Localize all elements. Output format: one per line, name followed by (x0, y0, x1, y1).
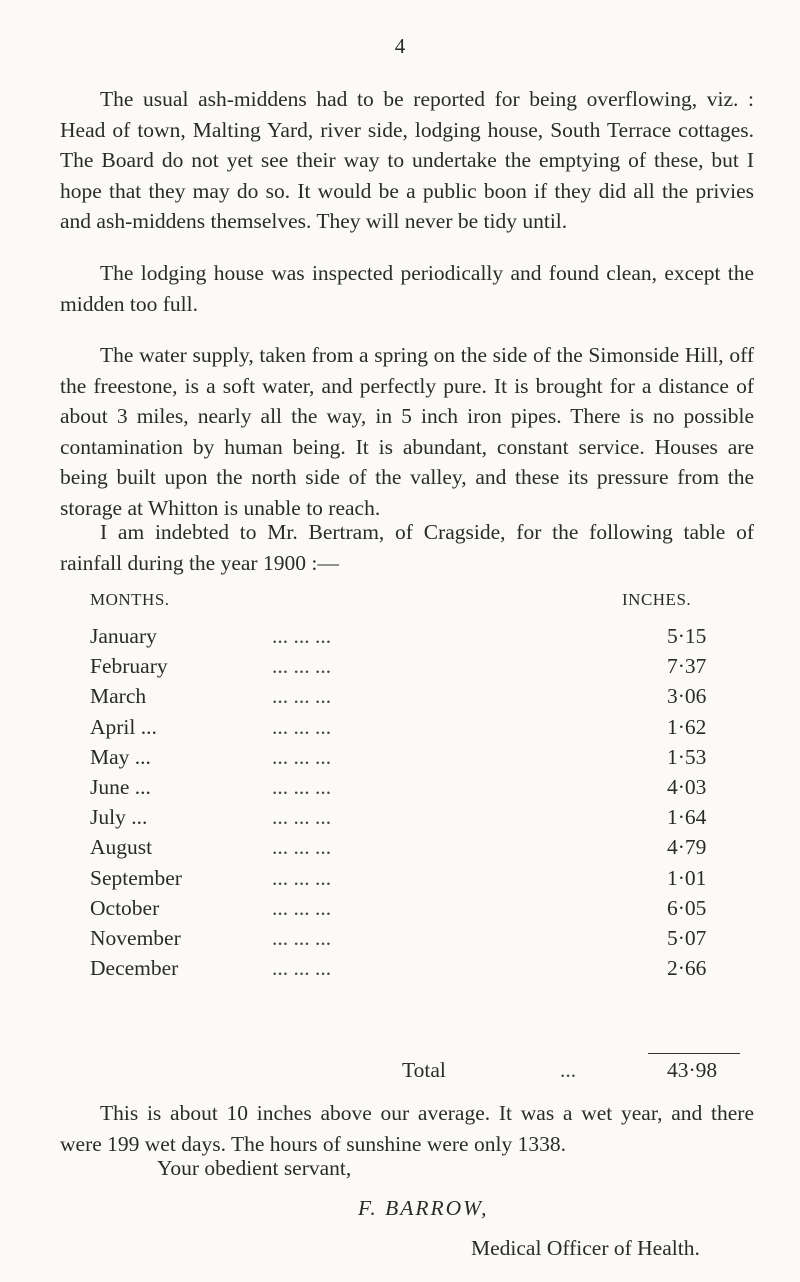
inches-cell: 5·07 (667, 925, 707, 950)
table-row (90, 651, 770, 681)
inches-cell: 1·53 (667, 744, 707, 769)
leader-dots: ... (560, 1058, 577, 1082)
month-cell: April ... (90, 714, 157, 739)
total-divider (648, 1053, 740, 1054)
month-cell: January (90, 624, 157, 648)
table-row (90, 712, 770, 742)
table-row (90, 802, 770, 832)
table-header-months: MONTHS. (90, 590, 170, 609)
inches-cell: 4·03 (667, 774, 707, 799)
table-row (90, 923, 770, 953)
inches-cell: 4·79 (667, 835, 707, 860)
rainfall-table (90, 621, 770, 983)
leader-dots: ... ... ... (272, 956, 332, 981)
leader-dots: ... ... ... (272, 865, 332, 890)
leader-dots: ... ... ... (272, 654, 332, 679)
month-cell: March (90, 684, 147, 709)
month-cell: December (90, 956, 179, 981)
leader-dots: ... ... ... (272, 774, 332, 799)
inches-cell: 1·64 (667, 805, 707, 830)
leader-dots: ... ... ... (272, 835, 332, 860)
page-number: 4 (394, 34, 406, 58)
inches-cell: 5·15 (667, 624, 707, 648)
table-header-inches: INCHES. (622, 590, 692, 609)
paragraph-water-supply: The water supply, taken from a spring on the side of the Simonside Hill, off the freestone, is a soft water, and perfectly pure. It is brought for a distance of about 3 miles, nearly all the way, in 5 inch iron pipes. There is no possible contamination by human being. It is abundant, constant service. Houses are being built upon the north side of the valley, and these its pressure from the storage at Whitton is unable to reach. (60, 343, 754, 520)
paragraph-lodging-house: The lodging house was inspected periodically and found clean, except the midden too full. (60, 261, 754, 316)
leader-dots: ... ... ... (272, 805, 332, 830)
month-cell: February (90, 654, 168, 679)
inches-cell: 7·37 (667, 654, 707, 679)
table-row (90, 621, 770, 651)
table-row (90, 832, 770, 862)
inches-cell: 1·62 (667, 714, 707, 739)
month-cell: June ... (90, 774, 151, 799)
inches-cell: 6·05 (667, 895, 707, 920)
leader-dots: ... ... ... (272, 895, 332, 920)
table-row (90, 893, 770, 923)
month-cell: July ... (90, 805, 148, 830)
paragraph-summary: This is about 10 inches above our average. It was a wet year, and there were 199 wet days. The hours of sunshine were only 1338. (60, 1101, 754, 1156)
inches-cell: 1·01 (667, 865, 707, 890)
leader-dots: ... ... ... (272, 624, 332, 648)
inches-cell: 3·06 (667, 684, 707, 709)
total-value: 43·98 (667, 1058, 718, 1082)
paragraph-ash-middens: The usual ash-middens had to be reported for being overflowing, viz. : Head of town, Malting Yard, river side, lodging house, South Terrace cottages. The Board do not yet see their way to undertake the emptying of these, but I hope that they may do so. It would be a public boon if they did all the privies and ash-middens themselves. They will never be tidy until. (60, 87, 754, 233)
table-row (90, 863, 770, 893)
leader-dots: ... ... ... (272, 684, 332, 709)
table-row (90, 953, 770, 983)
month-cell: October (90, 895, 160, 920)
month-cell: September (90, 865, 182, 890)
table-row (90, 681, 770, 711)
inches-cell: 2·66 (667, 956, 707, 981)
month-cell: May ... (90, 744, 151, 769)
leader-dots: ... ... ... (272, 744, 332, 769)
signature: F. BARROW, (358, 1196, 489, 1220)
table-row (90, 742, 770, 772)
signature-title: Medical Officer of Health. (471, 1236, 700, 1260)
paragraph-rainfall-intro: I am indebted to Mr. Bertram, of Cragside, for the following table of rainfall during the year 1900 :— (60, 520, 754, 575)
leader-dots: ... ... ... (272, 714, 332, 739)
month-cell: November (90, 925, 181, 950)
month-cell: August (90, 835, 153, 860)
leader-dots: ... ... ... (272, 925, 332, 950)
closing-line: Your obedient servant, (157, 1156, 352, 1180)
table-row (90, 772, 770, 802)
total-label: Total (402, 1058, 446, 1082)
